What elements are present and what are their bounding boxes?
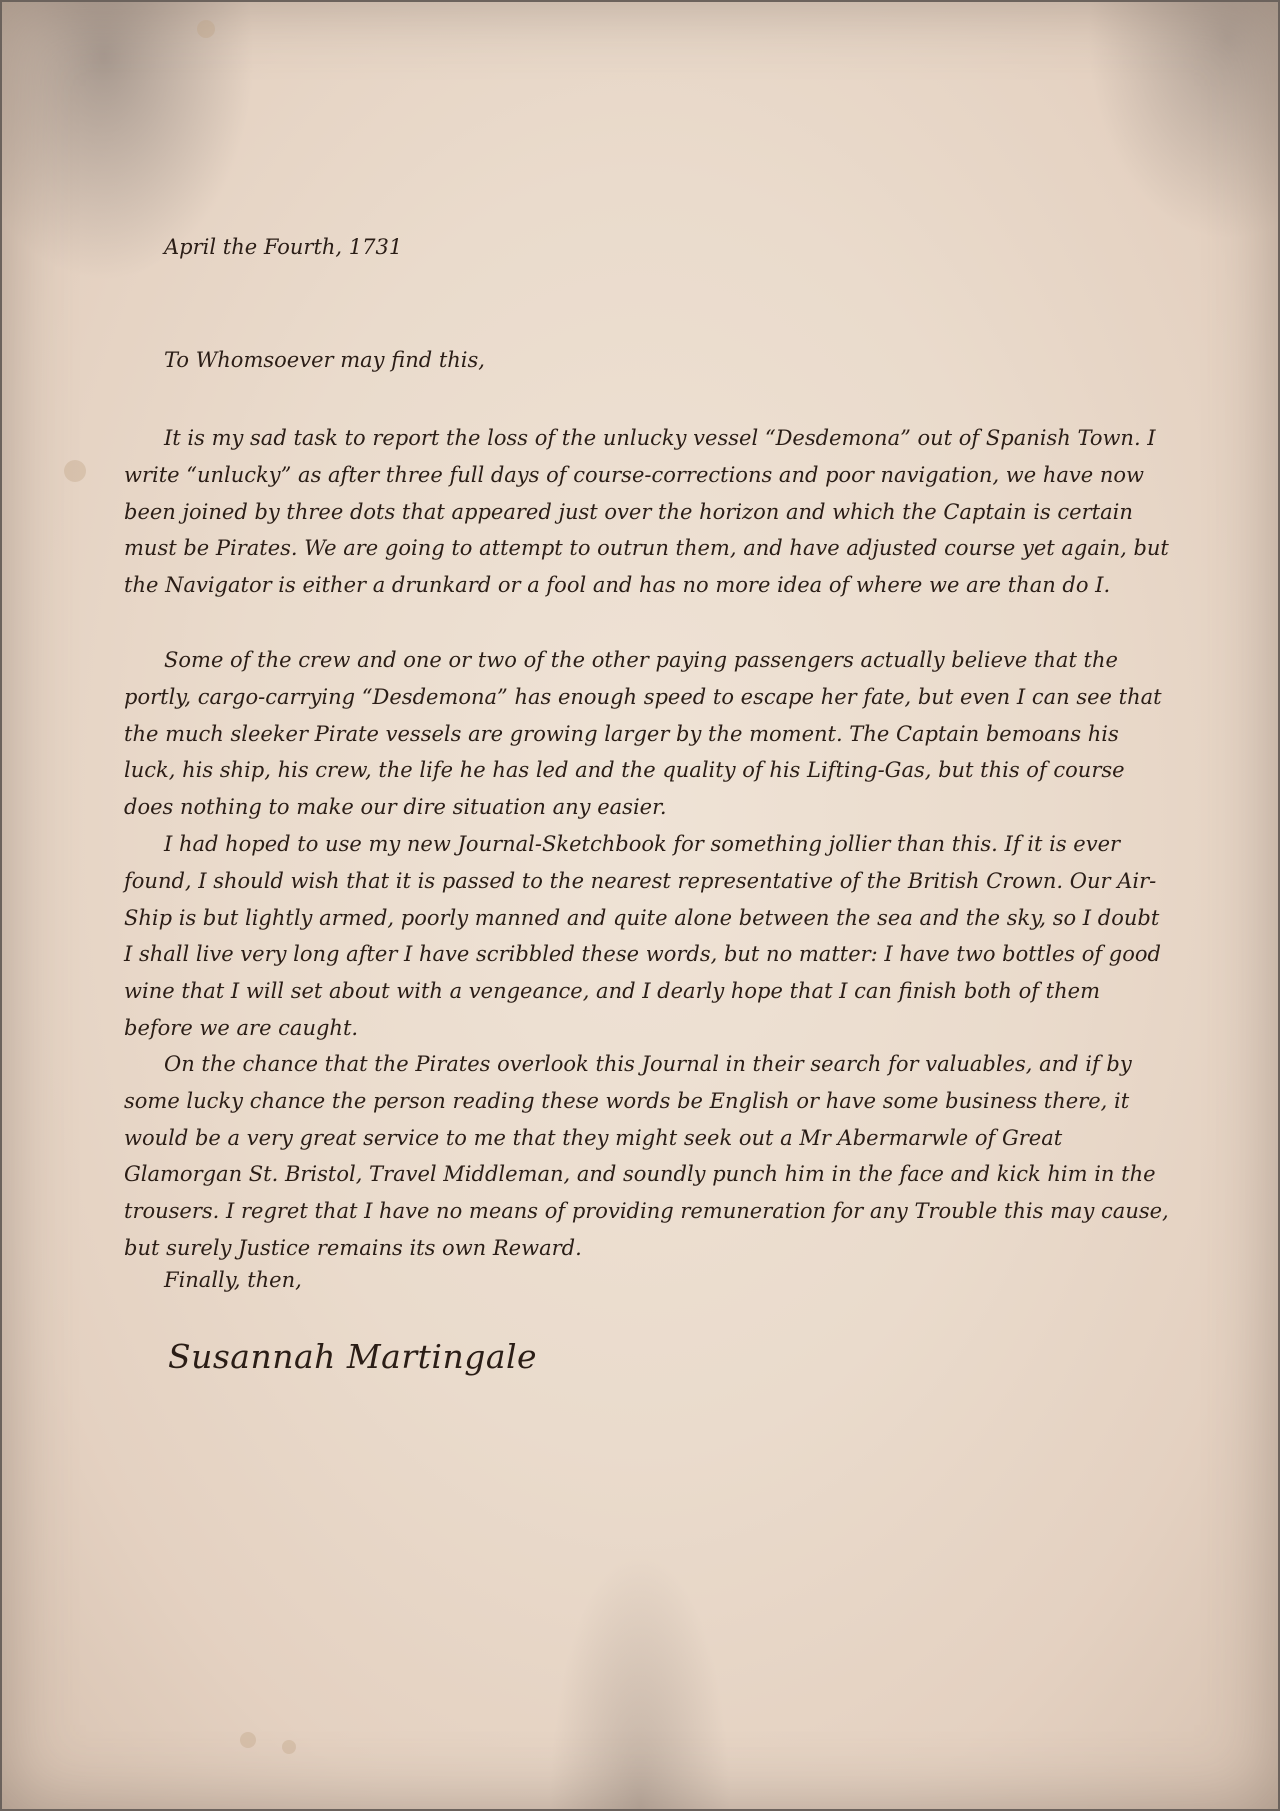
- stain-mark: [282, 1740, 296, 1754]
- stain-mark: [197, 20, 215, 38]
- letter-paragraph: Some of the crew and one or two of the other paying passengers actually believe that the portly, cargo-carrying “Desdemona” has enough speed to escape her fate, but even I can see that the much sleeker Pirate vessels are growing larger by the moment. The Captain bemoans his luck, his ship, his crew, the life he has led and the quality of his Lifting-Gas, but this of course does nothing to make our dire situation any easier.: [124, 648, 1162, 820]
- letter-paragraph: On the chance that the Pirates overlook this Journal in their search for valuables, and if by some lucky chance the person reading these words be English or have some business there, it would be a very great service to me that they might seek out a Mr Abermarwle of Great Glamorgan St. Bristol, Travel Middleman, and soundly punch him in the face and kick him in the trousers. I regret that I have no means of providing remuneration for any Trouble this may cause, but surely Justice remains its own Reward.: [124, 1052, 1169, 1260]
- letter-paragraph: It is my sad task to report the loss of the unlucky vessel “Desdemona” out of Spanish Town. I write “unlucky” as after three full days of course-corrections and poor navigation, we have now been joined by three dots that appeared just over the horizon and which the Captain is certain must be Pirates. We are going to attempt to outrun them, and have adjusted course yet again, but the Navigator is either a drunkard or a fool and has no more idea of where we are than do I.: [124, 426, 1169, 598]
- stain-mark: [240, 1732, 256, 1748]
- letter-salutation: To Whomsoever may find this,: [164, 348, 485, 372]
- letter-closing: Finally, then,: [164, 1268, 302, 1292]
- letter-date: April the Fourth, 1731: [164, 235, 403, 259]
- letter-signature: Susannah Martingale: [168, 1337, 538, 1376]
- stain-mark: [64, 460, 86, 482]
- letter-paragraph: I had hoped to use my new Journal-Sketchbook for something jollier than this. If it is ever found, I should wish that it is passed to the nearest representative of the British Crown. Our Air-Ship is but lightly armed, poorly manned and quite alone between the sea and the sky, so I doubt I shall live very long after I have scribbled these words, but no matter: I have two bottles of good wine that I will set about with a vengeance, and I dearly hope that I can finish both of them before we are caught.: [124, 832, 1161, 1040]
